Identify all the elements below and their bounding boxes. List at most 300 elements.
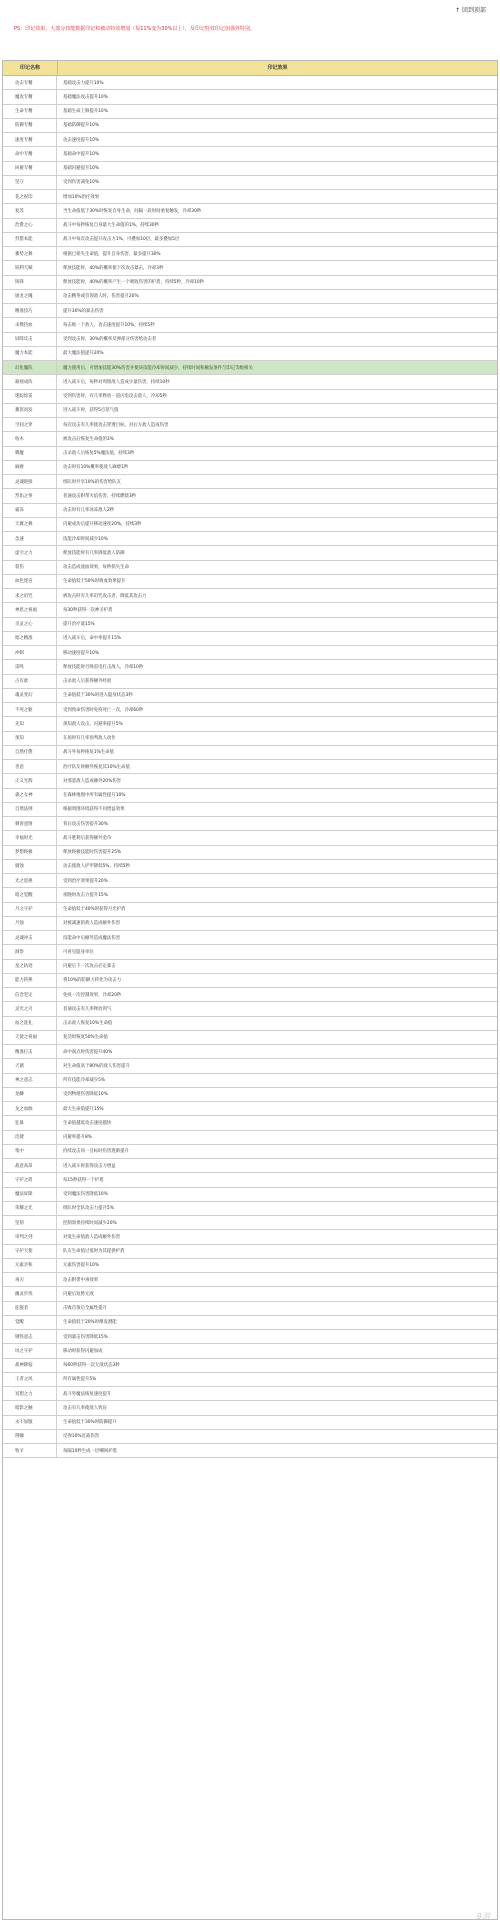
table-row <box>3 789 497 803</box>
table-row <box>3 1444 497 1458</box>
imprint-effect: 战斗中每次攻击提升攻击力1%，可叠加10层，最多叠加5层 <box>63 237 180 243</box>
table-row <box>3 1216 497 1230</box>
imprint-effect: 闪避后短暂无敌 <box>63 1291 94 1297</box>
imprint-effect: 元素伤害提升10% <box>63 1263 100 1269</box>
table-row <box>3 261 497 275</box>
imprint-effect: 对生命值高于80%的敌人伤害提升 <box>63 1063 130 1069</box>
imprint-name: 灵魂链接 <box>3 475 57 488</box>
imprint-effect: 所有属性提升5% <box>63 1377 97 1383</box>
table-row <box>3 1002 497 1016</box>
table-row <box>3 831 497 845</box>
table-body <box>3 76 497 1458</box>
imprint-effect: 每60秒获得一次无敌状态3秒 <box>63 1363 120 1369</box>
table-row <box>3 1245 497 1259</box>
imprint-effect: 释放终极技能时伤害提升25% <box>63 850 122 856</box>
imprint-table <box>2 60 498 1920</box>
imprint-effect: 战斗外每秒恢复1%生命值 <box>63 750 114 756</box>
imprint-effect: 每隔10秒生成一层嘲讽护盾 <box>63 1448 117 1454</box>
imprint-name: 冲刺 <box>3 646 57 659</box>
table-row <box>3 76 497 90</box>
imprint-name: 毒刃 <box>3 1273 57 1286</box>
imprint-effect: 命中弱点时伤害提升40% <box>63 1049 113 1055</box>
table-row <box>3 1330 497 1344</box>
imprint-name: 月蚀 <box>3 917 57 930</box>
imprint-effect: 基础魔法攻击提升10% <box>63 94 108 100</box>
imprint-name: 灵魂冲击 <box>3 931 57 944</box>
imprint-effect: 提升治疗量15% <box>63 622 95 628</box>
imprint-effect: 增加10%治疗效果 <box>63 194 100 200</box>
imprint-name: 血之洗礼 <box>3 1017 57 1030</box>
imprint-name: 月之守护 <box>3 903 57 916</box>
table-row <box>3 147 497 161</box>
imprint-effect: 闪避率提升8% <box>63 1135 92 1141</box>
imprint-name: 灵光之刃 <box>3 1002 57 1015</box>
table-row <box>3 176 497 190</box>
imprint-name: 荣耀之光 <box>3 1202 57 1215</box>
table-row <box>3 703 497 717</box>
table-row <box>3 589 497 603</box>
imprint-effect: 最大魔法值提升20% <box>63 351 104 357</box>
imprint-name: 回避专精 <box>3 162 57 175</box>
imprint-name: 王者之风 <box>3 1373 57 1386</box>
imprint-name: 坚守 <box>3 176 57 189</box>
table-row <box>3 575 497 589</box>
imprint-effect: 受到伤害减免10% <box>63 180 100 186</box>
table-row <box>3 276 497 290</box>
imprint-effect: 攻击附带中毒效果 <box>63 1277 99 1283</box>
imprint-name: 神恩之祝福 <box>3 603 57 616</box>
imprint-effect: 战斗中每秒恢复自身最大生命值的1%，持续30秒 <box>63 223 159 229</box>
top-bar <box>0 0 500 20</box>
table-row <box>3 475 497 489</box>
imprint-effect: 基础闪避提升10% <box>63 166 100 172</box>
imprint-effect: 受到魔法伤害降低10% <box>63 1192 108 1198</box>
imprint-effect: 战斗胜利后获得额外金币 <box>63 835 112 841</box>
imprint-effect: 对被减速的敌人造成额外伤害 <box>63 921 121 927</box>
imprint-effect: 当生命值低于30%时恢复自身生命，间隔一段时间重复触发，冷却30秒 <box>63 208 202 214</box>
imprint-effect: 生命值越低攻击速度越快 <box>63 1120 112 1126</box>
imprint-name: 魔法屏障 <box>3 1188 57 1201</box>
table-header <box>3 61 497 76</box>
table-row <box>3 660 497 674</box>
imprint-name: 龙之血脉 <box>3 1102 57 1115</box>
imprint-effect: 每15秒获得一个护盾 <box>63 1177 104 1183</box>
imprint-name: 龙鳞 <box>3 1088 57 1101</box>
table-row <box>3 774 497 788</box>
table-row <box>3 361 497 375</box>
imprint-name: 占有欲 <box>3 675 57 688</box>
table-row <box>3 447 497 461</box>
imprint-name: 复苏 <box>3 204 57 217</box>
imprint-effect: 攻击速度提升10% <box>63 137 100 143</box>
table-row <box>3 1145 497 1159</box>
imprint-name: 集中 <box>3 1145 57 1158</box>
imprint-name: 梦想终极 <box>3 846 57 859</box>
table-row <box>3 489 497 503</box>
imprint-effect: 对低生命值敌人造成额外伤害 <box>63 1234 121 1240</box>
imprint-name: 幸福时光 <box>3 831 57 844</box>
table-row <box>3 290 497 304</box>
table-row <box>3 803 497 817</box>
imprint-name: 能力转换 <box>3 974 57 987</box>
imprint-effect: 将10%的防御力转化为攻击力 <box>63 978 122 984</box>
table-row <box>3 133 497 147</box>
imprint-name: 生命专精 <box>3 105 57 118</box>
imprint-effect: 普通攻击附带火焰伤害，持续燃烧3秒 <box>63 493 137 499</box>
imprint-effect: 基础命中提升10% <box>63 151 100 157</box>
imprint-effect: 治疗队友时额外恢复其10%生命值 <box>63 764 130 770</box>
table-row <box>3 162 497 176</box>
imprint-name: 铸锋 <box>3 276 57 289</box>
imprint-effect: 根据周围环境获得不同增益效果 <box>63 807 125 813</box>
imprint-name: 急速 <box>3 532 57 545</box>
imprint-effect: 受到致命伤害时免疫死亡一次，冷却60秒 <box>63 707 144 713</box>
imprint-name: 凝视成阵 <box>3 375 57 388</box>
imprint-name: 烈焰之拳 <box>3 489 57 502</box>
back-to-top-link[interactable]: ↑ 回到顶部 <box>455 7 486 14</box>
imprint-effect: 闪避后下一次攻击必定暴击 <box>63 964 116 970</box>
imprint-effect: 所有技能冷却减少5% <box>63 1078 106 1084</box>
imprint-effect: 在森林地图中所有属性提升10% <box>63 793 126 799</box>
imprint-name: 预知 <box>3 732 57 745</box>
table-row <box>3 1273 497 1287</box>
imprint-name: 锐利天赋 <box>3 261 57 274</box>
table-row <box>3 888 497 902</box>
table-row <box>3 190 497 204</box>
imprint-name: 征服者 <box>3 1302 57 1315</box>
table-row <box>3 561 497 575</box>
table-row <box>3 860 497 874</box>
table-row <box>3 390 497 404</box>
imprint-effect: 击败首领后全属性提升 <box>63 1306 107 1312</box>
imprint-effect: 对邪恶敌人造成额外20%伤害 <box>63 778 122 784</box>
imprint-effect: 攻击时有10%概率使敌人麻痹1秒 <box>63 465 129 471</box>
imprint-effect: 基础攻击力提升10% <box>63 80 104 86</box>
imprint-name: 幻化魔阵 <box>3 361 57 374</box>
table-row <box>3 1316 497 1330</box>
imprint-name: 枯木 <box>3 432 57 445</box>
imprint-name: 信念坚定 <box>3 988 57 1001</box>
imprint-name: 光之恩惠 <box>3 874 57 887</box>
imprint-name: 虚空之力 <box>3 546 57 559</box>
imprint-name: 防御专精 <box>3 119 57 132</box>
imprint-effect: 生命值低于40%时获得月光护盾 <box>63 907 126 913</box>
table-row <box>3 760 497 774</box>
imprint-effect: 背后攻击伤害提升30% <box>63 821 108 827</box>
table-row <box>3 632 497 646</box>
imprint-name: 风之守护 <box>3 1344 57 1357</box>
table-row <box>3 917 497 931</box>
imprint-name: 守护之盾 <box>3 1173 57 1186</box>
table-row <box>3 105 497 119</box>
imprint-effect: 受到物理伤害降低10% <box>63 1092 108 1098</box>
imprint-effect: 击杀敌人后恢复5%魔法值，持续3秒 <box>63 451 135 457</box>
imprint-effect: 夜晚时攻击力提升15% <box>63 892 108 898</box>
table-row <box>3 1344 497 1358</box>
imprint-name: 天翼之舞 <box>3 518 57 531</box>
imprint-effect: 控制效果持续时间减少20% <box>63 1220 117 1226</box>
table-row <box>3 1230 497 1244</box>
imprint-effect: 免疫一次控制效果，冷却20秒 <box>63 992 122 998</box>
imprint-effect: 受到伤害时，有几率释放一道闪电攻击敌人，冷却5秒 <box>63 394 167 400</box>
table-row <box>3 1359 497 1373</box>
table-row <box>3 945 497 959</box>
imprint-name: 蓄怒而发 <box>3 404 57 417</box>
imprint-name: 圣灵之心 <box>3 618 57 631</box>
imprint-name: 自然疗愈 <box>3 746 57 759</box>
imprint-name: 守护天使 <box>3 1245 57 1258</box>
imprint-name: 正义光辉 <box>3 774 57 787</box>
imprint-name: 精准打击 <box>3 1045 57 1058</box>
header-name: 印记名称 <box>3 61 58 75</box>
table-row <box>3 204 497 218</box>
imprint-effect: 组队时共享10%的伤害给队友 <box>63 479 122 485</box>
table-row <box>3 1059 497 1073</box>
imprint-effect: 反弹10%近战伤害 <box>63 1434 100 1440</box>
table-row <box>3 1131 497 1145</box>
imprint-name: 杀戮热血 <box>3 318 57 331</box>
table-row <box>3 931 497 945</box>
imprint-effect: 战斗外魔法恢复速度提升 <box>63 1391 112 1397</box>
table-row <box>3 518 497 532</box>
imprint-name: 牧羊 <box>3 1444 57 1457</box>
table-row <box>3 1430 497 1444</box>
imprint-effect: 释放技能时，40%的概率使下次攻击暴击，冷却3秒 <box>63 265 164 271</box>
table-row <box>3 988 497 1002</box>
imprint-effect: 生命值低于20%时爆发潜能 <box>63 1320 117 1326</box>
table-row <box>3 347 497 361</box>
imprint-effect: 基础生命上限提升10% <box>63 109 108 115</box>
table-row <box>3 304 497 318</box>
table-row <box>3 219 497 233</box>
imprint-effect: 击杀敌人恢复10%生命值 <box>63 1021 113 1027</box>
imprint-name: 不死之躯 <box>3 703 57 716</box>
imprint-effect: 攻击有几率使敌人致盲 <box>63 1405 107 1411</box>
imprint-effect: 被攻击时有几率诅咒攻击者，降低其攻击力 <box>63 593 147 599</box>
imprint-effect: 受到暴击伤害降低15% <box>63 1334 108 1340</box>
table-row <box>3 1259 497 1273</box>
imprint-effect: 进入战斗时，获得5点怒气值 <box>63 408 119 414</box>
imprint-name: 战意高昂 <box>3 1159 57 1172</box>
imprint-effect: 基础防御提升10% <box>63 123 100 129</box>
imprint-effect: 技能命中后额外造成魔法伤害 <box>63 935 121 941</box>
table-row <box>3 1373 497 1387</box>
table-row <box>3 817 497 831</box>
imprint-name: 精准技巧 <box>3 304 57 317</box>
imprint-effect: 每次攻击有几率使攻击穿透目标，对后方敌人造成伤害 <box>63 422 169 428</box>
imprint-effect: 释放技能时，40%的概率产生一个吸收伤害的护盾，持续5秒，冷却10秒 <box>63 280 205 286</box>
table-row <box>3 874 497 888</box>
table-row <box>3 1017 497 1031</box>
imprint-effect: 受到治疗效果提升20% <box>63 878 108 884</box>
imprint-effect: 闪避成功后提升移动速度20%，持续3秒 <box>63 522 142 528</box>
table-row <box>3 1287 497 1301</box>
imprint-effect: 复活时恢复50%生命值 <box>63 1035 108 1041</box>
table-row <box>3 974 497 988</box>
imprint-name: 荆棘 <box>3 1430 57 1443</box>
table-row <box>3 732 497 746</box>
notice-text: PS：印记效果、大部分技能数据印记和被动特效增加（每11%变为30%以上），及印记特效印记加强外特别。 <box>14 26 255 32</box>
imprint-name: 命中专精 <box>3 147 57 160</box>
table-row <box>3 546 497 560</box>
imprint-effect: 每击败一个敌人，攻击速度提升10%，持续5秒 <box>63 322 155 328</box>
imprint-name: 冥想之力 <box>3 1387 57 1400</box>
imprint-name: 雷鸣 <box>3 660 57 673</box>
imprint-name: 洞察 <box>3 945 57 958</box>
table-row <box>3 532 497 546</box>
table-row <box>3 1159 497 1173</box>
imprint-name: 魔力本能 <box>3 347 57 360</box>
imprint-name: 暗之精准 <box>3 632 57 645</box>
table-row <box>3 1387 497 1401</box>
imprint-name: 刺客意图 <box>3 817 57 830</box>
table-row <box>3 1401 497 1415</box>
imprint-name: 嗜魔 <box>3 447 57 460</box>
imprint-effect: 生命值低于30%时防御提升 <box>63 1420 117 1426</box>
imprint-effect: 在场时有几率预判敌人动作 <box>63 736 116 742</box>
imprint-effect: 移动速度提升10% <box>63 650 100 656</box>
imprint-name: 暗之觉醒 <box>3 888 57 901</box>
imprint-name: 天使之祝福 <box>3 1031 57 1044</box>
imprint-effect: 最大生命值提升15% <box>63 1106 104 1112</box>
imprint-effect: 攻击使敌人护甲降低5%，持续5秒 <box>63 864 130 870</box>
imprint-name: 觉醒 <box>3 1316 57 1329</box>
table-row <box>3 432 497 446</box>
imprint-name: 钢铁意志 <box>3 1330 57 1343</box>
table-row <box>3 903 497 917</box>
imprint-effect: 可看见隐身单位 <box>63 949 94 955</box>
table-row <box>3 1045 497 1059</box>
imprint-effect: 预知敌人攻击，闪避率提升5% <box>63 721 123 727</box>
imprint-name: 麻痹 <box>3 461 57 474</box>
imprint-name: 霜冻 <box>3 504 57 517</box>
table-row <box>3 675 497 689</box>
imprint-name: 自然法则 <box>3 803 57 816</box>
imprint-effect: 进入战斗时获得攻击力增益 <box>63 1163 116 1169</box>
imprint-name: 蓄势之舞 <box>3 247 57 260</box>
table-row <box>3 1416 497 1430</box>
imprint-name: 迅捷 <box>3 1131 57 1144</box>
table-row <box>3 1074 497 1088</box>
imprint-effect: 移动时获得闪避加成 <box>63 1348 103 1354</box>
table-row <box>3 1188 497 1202</box>
imprint-name: 魂灵变幻 <box>3 689 57 702</box>
imprint-effect: 受到攻击时，30%的概率反弹部分伤害给攻击者 <box>63 337 157 343</box>
table-row <box>3 1116 497 1130</box>
table-row <box>3 1088 497 1102</box>
table-row <box>3 318 497 332</box>
table-row <box>3 689 497 703</box>
table-row <box>3 119 497 133</box>
imprint-effect: 队友生命值过低时为其提供护盾 <box>63 1249 125 1255</box>
imprint-name: 神之意志 <box>3 1074 57 1087</box>
table-row <box>3 1302 497 1316</box>
imprint-name: 暗影之触 <box>3 1401 57 1414</box>
table-row <box>3 504 497 518</box>
imprint-name: 狂暴 <box>3 1116 57 1129</box>
imprint-name: 攻击专精 <box>3 76 57 89</box>
table-row <box>3 404 497 418</box>
imprint-effect: 每30秒获得一次神圣护盾 <box>63 607 113 613</box>
imprint-effect: 攻击精英或首领敌人时，伤害提升20% <box>63 294 139 300</box>
imprint-name: 魔攻专精 <box>3 90 57 103</box>
table-row <box>3 418 497 432</box>
imprint-name: 审判之剑 <box>3 1230 57 1243</box>
imprint-effect: 根据已损失生命值，提升自身伤害，最多提升30% <box>63 251 161 257</box>
imprint-effect: 释放技能时召唤雷电打击敌人，冷却10秒 <box>63 664 144 670</box>
imprint-effect: 生命值低于30%时进入隐身状态3秒 <box>63 693 133 699</box>
imprint-effect: 组队时全队攻击力提升5% <box>63 1206 114 1212</box>
table-row <box>3 960 497 974</box>
imprint-name: 空间之穿 <box>3 418 57 431</box>
imprint-name: 坚韧 <box>3 1216 57 1229</box>
imprint-name: 星之轨迹 <box>3 960 57 973</box>
table-row <box>3 90 497 104</box>
imprint-name: 求之诅咒 <box>3 589 57 602</box>
imprint-name: 幽灵步伐 <box>3 1287 57 1300</box>
imprint-name: 元素亲和 <box>3 1259 57 1272</box>
table-row <box>3 375 497 389</box>
imprint-effect: 攻击时有几率冰冻敌人2秒 <box>63 508 115 514</box>
imprint-effect: 提升30%的暴击伤害 <box>63 308 104 314</box>
table-row <box>3 1173 497 1187</box>
imprint-effect: 进入战斗后，命中率提升15% <box>63 636 122 642</box>
imprint-name: 裂伤 <box>3 561 57 574</box>
table-row <box>3 1202 497 1216</box>
table-row <box>3 717 497 731</box>
imprint-effect: 生命值低于50%时吸血效果提升 <box>63 579 126 585</box>
imprint-effect: 被攻击后恢复生命值的3% <box>63 436 114 442</box>
imprint-name: 屏障反击 <box>3 333 57 346</box>
imprint-effect: 进入战斗后，每秒对周围敌人造成少量伤害，持续10秒 <box>63 379 170 385</box>
table-row <box>3 1031 497 1045</box>
imprint-name: 腐蚀 <box>3 860 57 873</box>
table-row <box>3 646 497 660</box>
imprint-name: 森之女神 <box>3 789 57 802</box>
table-row <box>3 233 497 247</box>
imprint-effect: 持续攻击同一目标时伤害逐渐提升 <box>63 1149 129 1155</box>
watermark-logo: 9游 <box>476 1912 490 1921</box>
table-row <box>3 746 497 760</box>
table-row <box>3 618 497 632</box>
imprint-name: 天谴 <box>3 1059 57 1072</box>
imprint-effect: 释放技能时有几率降低敌人防御 <box>63 550 125 556</box>
imprint-effect: 普通攻击有几率释放剑气 <box>63 1006 112 1012</box>
table-row <box>3 603 497 617</box>
table-row <box>3 1102 497 1116</box>
imprint-name: 迷踪惊雷 <box>3 390 57 403</box>
imprint-name: 善意 <box>3 760 57 773</box>
table-row <box>3 333 497 347</box>
imprint-name: 先知 <box>3 717 57 730</box>
imprint-name: 治愈之心 <box>3 219 57 232</box>
header-effect: 印记效果 <box>267 65 288 71</box>
imprint-name: 花之祝印 <box>3 190 57 203</box>
imprint-name: 战神降临 <box>3 1359 57 1372</box>
imprint-name: 永不屈服 <box>3 1416 57 1429</box>
table-row <box>3 461 497 475</box>
imprint-name: 速度专精 <box>3 133 57 146</box>
imprint-name: 血色迷宫 <box>3 575 57 588</box>
imprint-name: 屠龙之魄 <box>3 290 57 303</box>
imprint-name: 狩猎本能 <box>3 233 57 246</box>
table-row <box>3 247 497 261</box>
imprint-effect: 攻击造成流血效果，每秒损失生命 <box>63 565 129 571</box>
imprint-effect: 击杀敌人后获得额外经验 <box>63 679 112 685</box>
table-row <box>3 846 497 860</box>
imprint-effect: 技能冷却时间减少10% <box>63 536 108 542</box>
imprint-effect: 魔力使用后，可增加技能30%伤害并使该技能冷却时间减少，持续时间和触发条件与印记等级相关 <box>63 365 253 371</box>
